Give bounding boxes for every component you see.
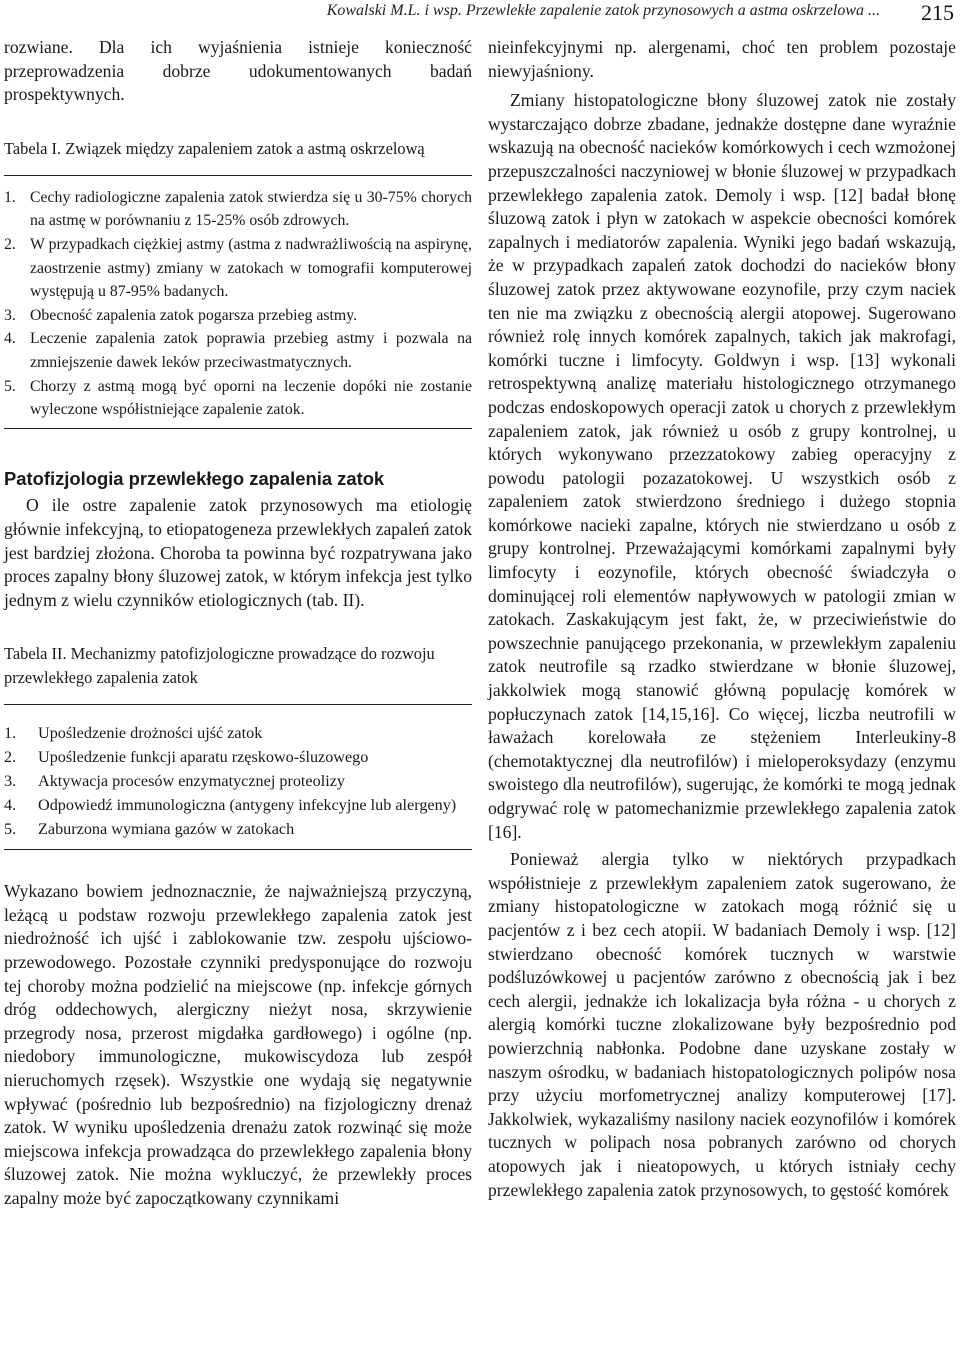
- table-1-item: 2. W przypadkach ciężkiej astmy (astma z nadwrażliwością na aspirynę, zaostrzenie astmy) zmiany w zatokach w tomografii komputerowej występują u 87-95% badanych.: [4, 235, 472, 301]
- table-2: [4, 642, 472, 850]
- table-1-list: [4, 186, 472, 422]
- table-1-item: 3. Obecność zapalenia zatok pogarsza przebieg astmy.: [4, 306, 358, 324]
- body-paragraph: Zmiany histopatologiczne błony śluzowej zatok nie zostały wystarczająco dobrze zbadane, jednakże dostępne dane wyraźnie wskazują na obecność nacieków komórkowych i cech wzmożonej przepuszczalności naczyniowej w błonie śluzowej w przypadkach przewlekłego zapalenia zatok. Demoly i wsp. [12] badał błonę śluzową zatok i płyn w zatokach w aspekcie obecności komórek zapalnych i mediatorów zapalenia. Wyniki jego badań wskazują, że w przypadkach zapaleń zatok dochodzi do nacieków błony śluzowej zatok przez aktywowane eozynofile, przy czym naciek ten nie ma związku z obecnością alergii atopowej. Sugerowano również rolę innych komórek zapalnych, takich jak makrofagi, komórki tuczne i limfocyty. Goldwyn i wsp. [13] wykonali retrospektywną analizę materiału histologicznego otrzymanego podczas endoskopowych operacji zatok u chorych z przewlekłym zapaleniem zatok, jak również u osób z grupy kontrolnej, u których wykonywano przezzatokowy zabieg operacyjny z powodu patologii pozazatokowej. U wszystkich osób z zapaleniem zatok stwierdzono średniego i dużego stopnia komórkowe nacieki zapalne, których nie stwierdzano u osób z grupy kontrolnej. Przeważającymi komórkami zapalnymi były limfocyty i eozynofile, których obecność świadczyła o dominującej roli elementów napływowych w patologii zmian w zatokach. Zaskakującym jest fakt, że, w przeciwieństwie do powszechnie panującego przekonania, w przewlekłym zapaleniu zatok neutrofile są rzadko stwierdzane w błonie śluzowej, jakkolwiek mogą stanowić główną populację komórek w popłuczynach zatok [14,15,16]. Co więcej, liczba neutrofili w ławażach korelowała ze stężeniem Interleukiny-8 (chemotaktycznej dla neutrofilów) i mieloperoksydazy (enzymu swoistego dla neutrofilów), sugerując, że komórki te mogą jednak odgrywać rolę w patomechanizmie przewlekłego zapalenia zatok [16].: [488, 90, 956, 842]
- table-2-top-rule: [4, 704, 472, 705]
- table-2-item: 3. Aktywacja procesów enzymatycznej proteolizy: [4, 772, 345, 791]
- table-1-item: 5. Chorzy z astmą mogą być oporni na leczenie dopóki nie zostanie wyleczone współistniejące zapalenie zatok.: [4, 377, 472, 419]
- page-number: 215: [921, 0, 954, 25]
- right-column: [488, 36, 956, 1202]
- table-2-item: 1. Upośledzenie drożności ujść zatok: [4, 724, 263, 743]
- table-1-item: 4. Leczenie zapalenia zatok poprawia przebieg astmy i pozwala na zmniejszenie dawek leków przeciwastmatycznych.: [4, 330, 472, 371]
- intro-paragraph: rozwiane. Dla ich wyjaśnienia istnieje konieczność przeprowadzenia dobrze udokumentowanych badań prospektywnych.: [4, 37, 472, 105]
- table-2-item: 2. Upośledzenie funkcji aparatu rzęskowo-śluzowego: [4, 748, 369, 767]
- running-title: Kowalski M.L. i wsp. Przewlekłe zapalenie zatok przynosowych a astma oskrzelowa ...: [326, 2, 880, 19]
- table-1-top-rule: [4, 175, 472, 176]
- left-column: [4, 36, 472, 1211]
- table-2-list: [4, 715, 472, 843]
- table-1: [4, 137, 472, 429]
- body-paragraph: Wykazano bowiem jednoznacznie, że najważniejszą przyczyną, leżącą u podstaw rozwoju przewlekłego zapalenia zatok jest niedrożność ich ujść i zablokowanie tzw. zespołu ujściowo-przewodowego. Pozostałe czynniki predysponujące do rozwoju tej choroby można podzielić na miejscowe (np. infekcje górnych dróg oddechowych, alergiczny nieżyt nosa, skrzywienie przegrody nosa, przerost migdałka gardłowego) i ogólne (np. niedobory immunologiczne, mukowiscydoza lub zespół nieruchomych rzęsek). Wszystkie one wydają się negatywnie wpływać (pośrednio lub bezpośrednio) na fizjologiczny drenaż zatok. W wyniku upośledzenia drenażu zatok rozwinąć się może miejscowa infekcja prowadząca do przewlekłego zapalenia błony śluzowej zatok. Nie można wykluczyć, że przewlekły proces zapalny może być zapoczątkowany czynnikami: [4, 881, 472, 1208]
- body-paragraph: O ile ostre zapalenie zatok przynosowych ma etiologię głównie infekcyjną, to etiopatogeneza przewlekłych zapaleń zatok jest bardziej złożona. Choroba ta powinna być rozpatrywana jako proces zapalny błony śluzowej zatok, w którym infekcja jest tylko jednym z wielu czynników etiologicznych (tab. II).: [4, 495, 472, 610]
- table-2-caption: Tabela II. Mechanizmy patofizjologiczne prowadzące do rozwoju przewlekłego zapalenia zatok: [4, 644, 435, 688]
- table-2-item: 5. Zaburzona wymiana gazów w zatokach: [4, 820, 295, 839]
- page-header: [0, 0, 960, 34]
- table-1-item: 1. Cechy radiologiczne zapalenia zatok stwierdza się u 30-75% chorych na astmę w porównaniu z 15-25% osób zdrowych.: [4, 188, 472, 230]
- table-1-caption: Tabela I. Związek między zapaleniem zatok a astmą oskrzelową: [4, 138, 425, 158]
- body-paragraph: nieinfekcyjnymi np. alergenami, choć ten problem pozostaje niewyjaśniony.: [488, 37, 956, 81]
- section-title: Patofizjologia przewlekłego zapalenia zatok: [4, 467, 385, 489]
- body-paragraph: Ponieważ alergia tylko w niektórych przypadkach współistnieje z przewlekłym zapaleniem zatok sugerowano, że zmiany histopatologiczne w zatokach mogą różnić się u pacjentów z i bez cech atopii. W badaniach Demoly i wsp. [12] stwierdzano obecność komórek tucznych w warstwie podśluzówkowej u pacjentów zarówno z obecnością jak i bez cech alergii, jednakże ich lokalizacja była różna - u chorych z alergią komórki tuczne zlokalizowane były bezpośrednio pod powierzchnią nabłonka. Podobne dane uzyskane zostały w naszym ośrodku, w badaniach histopatologicznych polipów nosa przy użyciu morfometrycznej analizy komputerowej [17]. Jakkolwiek, wykazaliśmy nasilony naciek eozynofilów i komórek tucznych w polipach nosa pobranych zarówno od chorych atopowych jak i nieatopowych, u których istniały cechy przewlekłego zapalenia zatok przynosowych, to gęstość komórek: [488, 849, 956, 1200]
- table-2-item: 4. Odpowiedź immunologiczna (antygeny infekcyjne lub alergeny): [4, 796, 457, 815]
